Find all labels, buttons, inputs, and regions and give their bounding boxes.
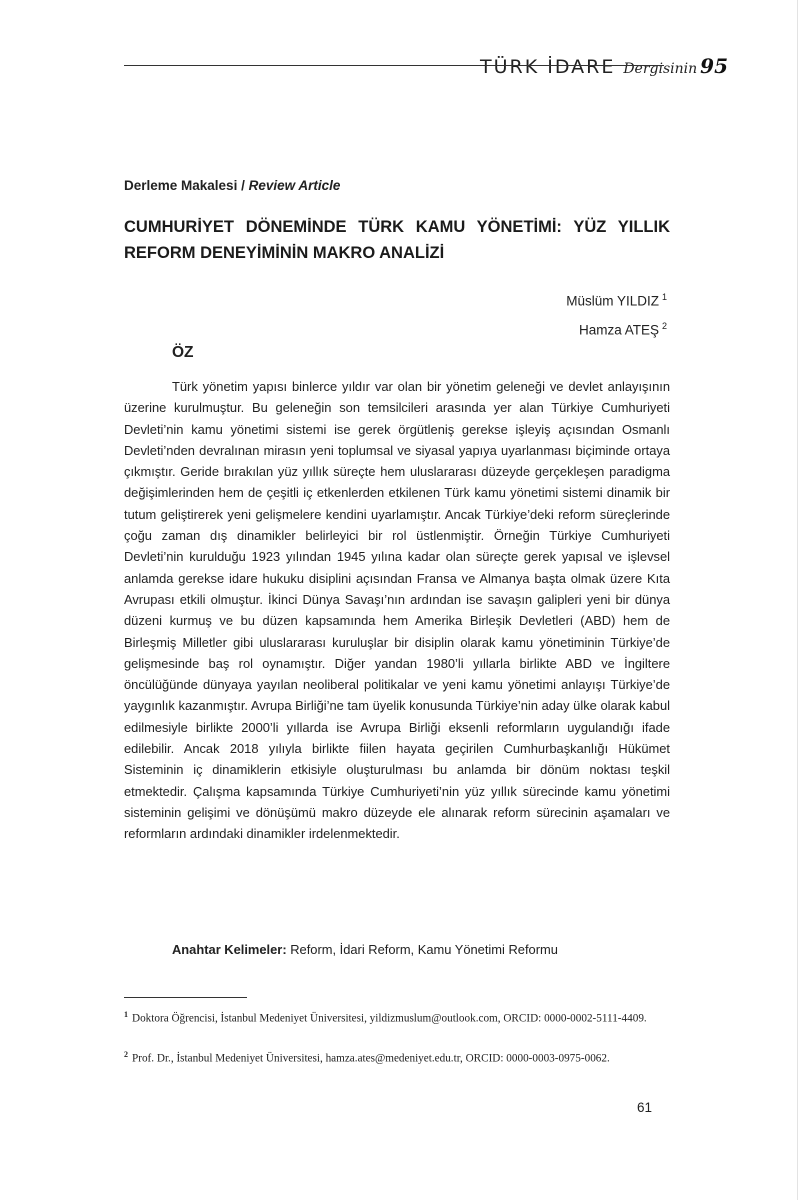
author-footnote-mark: 2 xyxy=(661,320,667,331)
footnote-item xyxy=(124,1006,670,1028)
author-footnote-mark: 1 xyxy=(661,292,667,302)
abstract-heading: ÖZ xyxy=(172,344,194,361)
author-name: Hamza ATEŞ xyxy=(578,322,659,337)
article-type xyxy=(124,178,340,193)
journal-name: TÜRK İDARE xyxy=(480,56,616,78)
header-divider xyxy=(124,65,664,66)
anniversary-mark: 95 xyxy=(700,54,728,78)
footnote-divider xyxy=(124,997,247,998)
journal-script: Dergisinin xyxy=(623,61,698,77)
keywords-label: Anahtar Kelimeler: xyxy=(172,942,287,957)
journal-logo xyxy=(480,54,728,78)
author-item xyxy=(566,285,667,314)
footnote-item xyxy=(124,1046,670,1068)
article-type-tr: Derleme Makalesi xyxy=(124,178,238,193)
keywords-value: Reform, İdari Reform, Kamu Yönetimi Reformu xyxy=(290,942,558,957)
article-type-en: Review Article xyxy=(248,178,341,193)
footnote-text: Doktora Öğrencisi, İstanbul Medeniyet Üniversitesi, yildizmuslum@outlook.com, ORCID: 0000-0002-5111-4409. xyxy=(132,1012,647,1025)
page-number: 61 xyxy=(637,1100,653,1115)
footnote-mark: 1 xyxy=(124,1010,128,1019)
author-list xyxy=(566,285,667,342)
footnote-text: Prof. Dr., İstanbul Medeniyet Üniversitesi, hamza.ates@medeniyet.edu.tr, ORCID: 0000-0003-0975-0062. xyxy=(132,1052,610,1065)
author-name: Müslüm YILDIZ xyxy=(566,293,659,309)
article-type-separator: / xyxy=(241,178,245,193)
article-title: CUMHURİYET DÖNEMİNDE TÜRK KAMU YÖNETİMİ: YÜZ YILLIK REFORM DENEYİMİNİN MAKRO ANALİZİ xyxy=(124,218,670,262)
abstract-text: Türk yönetim yapısı binlerce yıldır var olan bir yönetim geleneği ve devlet anlayışının üzerine kurulmuştur. Bu geleneğin son temsilcileri arasında yer alan Türkiye Cumhuriyeti Devleti’nin kamu yönetimi sistemi ise gerek örgütleniş gerekse işleyiş açısından Osmanlı Devleti’nden devralınan mirasın yeni toplumsal ve siyasal yapıya uyarlanması biçiminde ortaya çıkmıştır. Geride bırakılan yüz yıllık süreçte hem uluslararası düzeyde gerçekleşen paradigma değişimlerinden hem de çeşitli iç etkenlerden etkilenen Türk kamu yönetimi sistemi dinamik bir tutum geliştirerek yeni gelişmelere kendini uyarlamıştır. Ancak Türkiye’deki reform süreçlerinde çoğu zaman dış dinamikler belirleyici bir rol üstlenmiştir. Örneğin Türkiye Cumhuriyeti Devleti’nin kurulduğu 1923 yılından 1945 yılına kadar olan süreçte gerek yapısal ve işlevsel anlamda gerekse idare hukuku disiplini açısından Fransa ve Almanya başta olmak üzere Kıta Avrupası etkili olmuştur. İkinci Dünya Savaşı’nın ardından ise savaşın galipleri yeni bir dünya düzeni kurmuş ve bu düzen kapsamında hem Amerika Birleşik Devletleri (ABD) hem de Birleşmiş Milletler gibi uluslararası kuruluşlar bir disiplin olarak kamu yönetiminin Türkiye’de gelişmesinde baş rol oynamıştır. Diğer yandan 1980’li yıllarla birlikte ABD ve İngiltere öncülüğünde dünyaya yayılan neoliberal politikalar ve yeni kamu yönetimi anlayışı Türkiye’de yaygınlık kazanmıştır. Avrupa Birliği’ne tam üyelik konusunda Türkiye’nin aday ülke olarak kabul edilmesiyle birlikte 2000’li yıllarda ise Avrupa Birliği eksenli reformların uygulandığı ifade edilebilir. Ancak 2018 yılıyla birlikte fiilen hayata geçirilen Cumhurbaşkanlığı Hükümet Sisteminin iç dinamiklerin etkisiyle oluşturulması bu anlamda bir dönüm noktası teşkil etmektedir. Çalışma kapsamında Türkiye Cumhuriyeti’nin yüz yıllık sürecinde kamu yönetimi sisteminin gelişimi ve dönüşümü makro düzeyde ele alınarak reform sürecinin aşamaları ve reformların ardındaki dinamikler irdelenmektedir. xyxy=(124,379,670,842)
author-item xyxy=(566,314,667,343)
keywords-line xyxy=(172,942,558,957)
footnote-mark: 2 xyxy=(124,1050,128,1059)
